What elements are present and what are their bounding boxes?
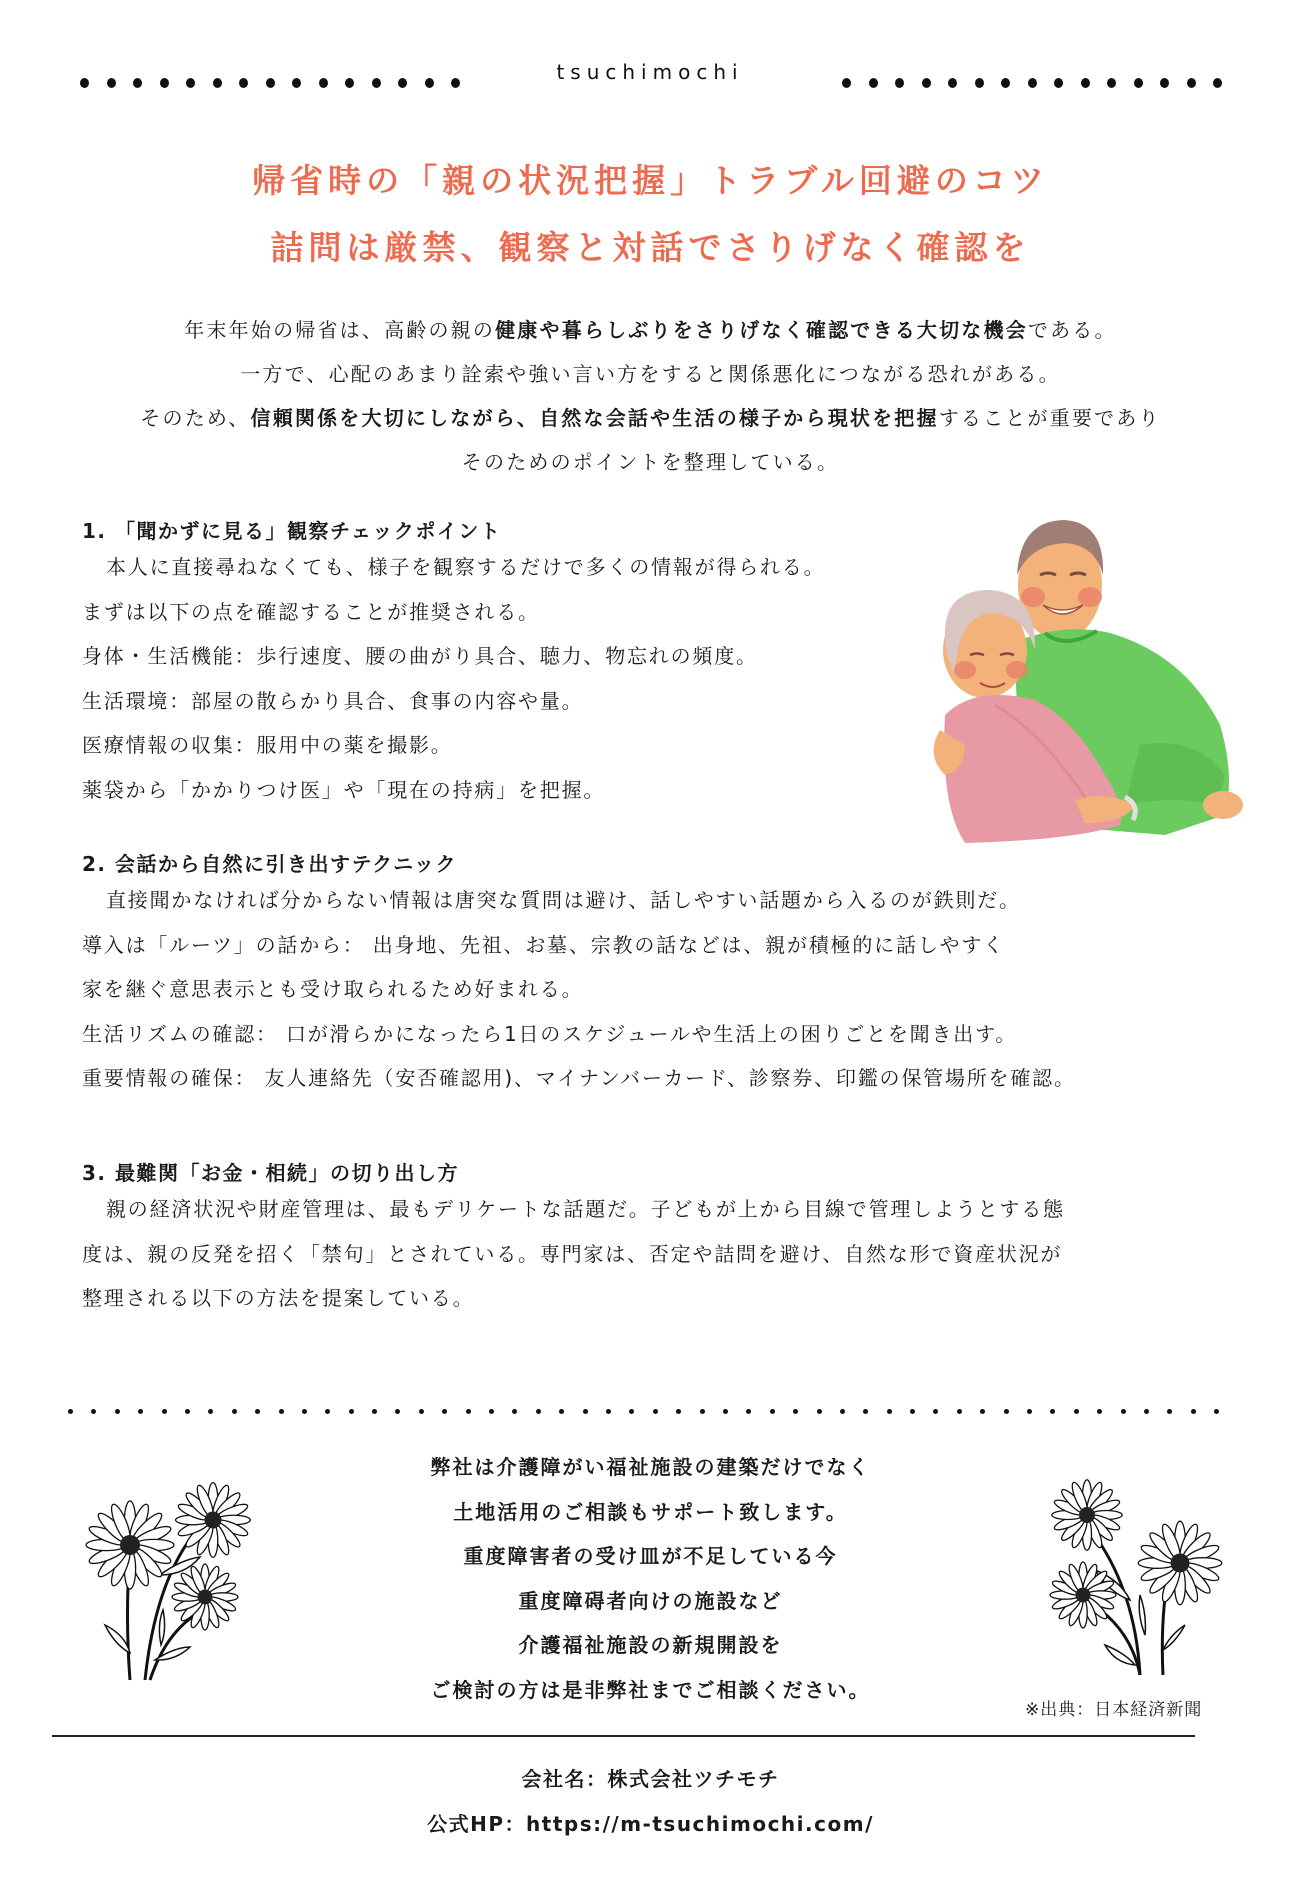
section-1-heading: 1. 「聞かずに見る」観察チェックポイント	[82, 519, 502, 543]
section-3-line: 整理される以下の方法を提案している。	[82, 1286, 475, 1310]
dot	[606, 1409, 611, 1414]
header-dots-left	[80, 78, 478, 88]
dot	[1214, 1409, 1219, 1414]
dot	[239, 78, 248, 88]
section-2-line: 生活リズムの確認： 口が滑らかになったら1日のスケジュールや生活上の困りごとを聞き出す。	[82, 1021, 1018, 1046]
company-website: 公式HP：https://m-tsuchimochi.com/	[427, 1812, 874, 1836]
intro-line: 年末年始の帰省は、高齢の親の健康や暮らしぶりをさりげなく確認できる大切な機会である。	[184, 318, 1117, 342]
dot	[292, 78, 301, 88]
dot	[372, 1409, 377, 1414]
dot	[319, 78, 328, 88]
dot	[817, 1409, 822, 1414]
dot	[842, 78, 851, 88]
footer-divider	[52, 1735, 1195, 1737]
dot	[80, 78, 89, 88]
dot	[887, 1409, 892, 1414]
dot	[325, 1409, 330, 1414]
promo-line: 介護福祉施設の新規開設を	[518, 1633, 783, 1657]
parent-child-hug-illustration	[925, 505, 1250, 850]
dot	[345, 78, 354, 88]
dot	[372, 78, 381, 88]
dot	[863, 1409, 868, 1414]
section-1-line: 薬袋から「かかりつけ医」や「現在の持病」を把握。	[82, 777, 606, 802]
promo-line: 土地活用のご相談もサポート致します。	[453, 1499, 848, 1524]
dot	[536, 1409, 541, 1414]
dot	[255, 1409, 260, 1414]
dot	[1107, 78, 1116, 88]
dot	[208, 1409, 213, 1414]
dot	[512, 1409, 517, 1414]
dot	[107, 78, 116, 88]
dot	[162, 1409, 167, 1414]
dot	[676, 1409, 681, 1414]
intro-line: そのため、信頼関係を大切にしながら、自然な会話や生活の様子から現状を把握することが重要であり	[140, 406, 1161, 430]
section-3-heading: 3. 最難関「お金・相続」の切り出し方	[82, 1161, 459, 1185]
source-citation: ※出典：日本経済新聞	[1025, 1700, 1203, 1720]
dot	[68, 1409, 73, 1414]
dot	[186, 78, 195, 88]
section-1-line: 本人に直接尋ねなくても、様子を観察するだけで多くの情報が得られる。	[106, 555, 826, 579]
dot	[1004, 1409, 1009, 1414]
flower-illustration-right	[1045, 1475, 1225, 1685]
section-3-line: 親の経済状況や財産管理は、最もデリケートな話題だ。子どもが上から目線で管理しようとする態	[106, 1197, 1065, 1221]
dot	[975, 78, 984, 88]
dot	[419, 1409, 424, 1414]
dot	[266, 78, 275, 88]
dot	[1191, 1409, 1196, 1414]
company-name: 会社名：株式会社ツチモチ	[521, 1767, 780, 1791]
dot	[922, 78, 931, 88]
dot	[91, 1409, 96, 1414]
dot	[1081, 78, 1090, 88]
dot	[279, 1409, 284, 1414]
separator-dots	[68, 1409, 1238, 1414]
section-3-line: 度は、親の反発を招く「禁句」とされている。専門家は、否定や詰問を避け、自然な形で資産状況が	[82, 1241, 1063, 1266]
dot	[442, 1409, 447, 1414]
dot	[980, 1409, 985, 1414]
dot	[1213, 78, 1222, 88]
section-2-body	[82, 878, 1076, 1101]
dot	[395, 1409, 400, 1414]
dot	[793, 1409, 798, 1414]
brand-name: tsuchimochi	[556, 60, 744, 84]
section-1-line: 生活環境：部屋の散らかり具合、食事の内容や量。	[82, 688, 584, 713]
dot	[700, 1409, 705, 1414]
dot	[957, 1409, 962, 1414]
dot	[746, 1409, 751, 1414]
intro-paragraph	[40, 308, 1261, 484]
section-1-line: 医療情報の収集：服用中の薬を撮影。	[82, 733, 453, 757]
promo-message	[300, 1445, 1001, 1712]
dot	[895, 78, 904, 88]
dot	[138, 1409, 143, 1414]
dot	[1167, 1409, 1172, 1414]
dot	[1050, 1409, 1055, 1414]
header-dots-right	[842, 78, 1240, 88]
section-1-line: まずは以下の点を確認することが推奨される。	[82, 599, 540, 624]
promo-line: 重度障害者の受け皿が不足している今	[463, 1544, 838, 1568]
section-2-line: 家を継ぐ意思表示とも受け取られるため好まれる。	[82, 977, 584, 1001]
dot	[653, 1409, 658, 1414]
intro-line: 一方で、心配のあまり詮索や強い言い方をすると関係悪化につながる恐れがある。	[240, 362, 1061, 386]
intro-line: そのためのポイントを整理している。	[461, 450, 840, 474]
dot	[425, 78, 434, 88]
flower-illustration-left	[85, 1475, 265, 1685]
promo-line: 弊社は介護障がい福祉施設の建築だけでなく	[430, 1455, 871, 1479]
promo-line: ご検討の方は是非弊社までご相談ください。	[430, 1677, 871, 1702]
dot	[910, 1409, 915, 1414]
dot	[559, 1409, 564, 1414]
dot	[1121, 1409, 1126, 1414]
dot	[1001, 78, 1010, 88]
dot	[451, 78, 460, 88]
dot	[583, 1409, 588, 1414]
dot	[1134, 78, 1143, 88]
dot	[1028, 78, 1037, 88]
dot	[869, 78, 878, 88]
dot	[302, 1409, 307, 1414]
dot	[489, 1409, 494, 1414]
dot	[723, 1409, 728, 1414]
dot	[629, 1409, 634, 1414]
section-3-body	[82, 1187, 1065, 1321]
dot	[933, 1409, 938, 1414]
section-2-line: 重要情報の確保： 友人連絡先（安否確認用)、マイナンバーカード、診察券、印鑑の保管場所を確認。	[82, 1066, 1076, 1090]
dot	[160, 78, 169, 88]
dot	[770, 1409, 775, 1414]
promo-line: 重度障碍者向けの施設など	[518, 1588, 783, 1613]
section-1-body	[82, 545, 825, 812]
section-2-heading: 2. 会話から自然に引き出すテクニック	[82, 852, 457, 876]
dot	[840, 1409, 845, 1414]
dot	[185, 1409, 190, 1414]
dot	[948, 78, 957, 88]
section-2-line: 導入は「ルーツ」の話から： 出身地、先祖、お墓、宗教の話などは、親が積極的に話しやすく	[82, 932, 1005, 957]
dot	[1054, 78, 1063, 88]
dot	[349, 1409, 354, 1414]
section-2-line: 直接聞かなければ分からない情報は唐突な質問は避け、話しやすい話題から入るのが鉄則だ。	[106, 888, 1021, 912]
dot	[1160, 78, 1169, 88]
title-line-2: 詰問は厳禁、観察と対話でさりげなく確認を	[270, 228, 1031, 267]
dot	[1097, 1409, 1102, 1414]
dot	[1027, 1409, 1032, 1414]
dot	[466, 1409, 471, 1414]
dot	[1074, 1409, 1079, 1414]
dot	[232, 1409, 237, 1414]
dot	[1187, 78, 1196, 88]
dot	[1144, 1409, 1149, 1414]
dot	[398, 78, 407, 88]
section-1-line: 身体・生活機能：歩行速度、腰の曲がり具合、聴力、物忘れの頻度。	[82, 644, 758, 668]
dot	[115, 1409, 120, 1414]
title-line-1: 帰省時の「親の状況把握」トラブル回避のコツ	[252, 161, 1049, 200]
dot	[133, 78, 142, 88]
dot	[213, 78, 222, 88]
